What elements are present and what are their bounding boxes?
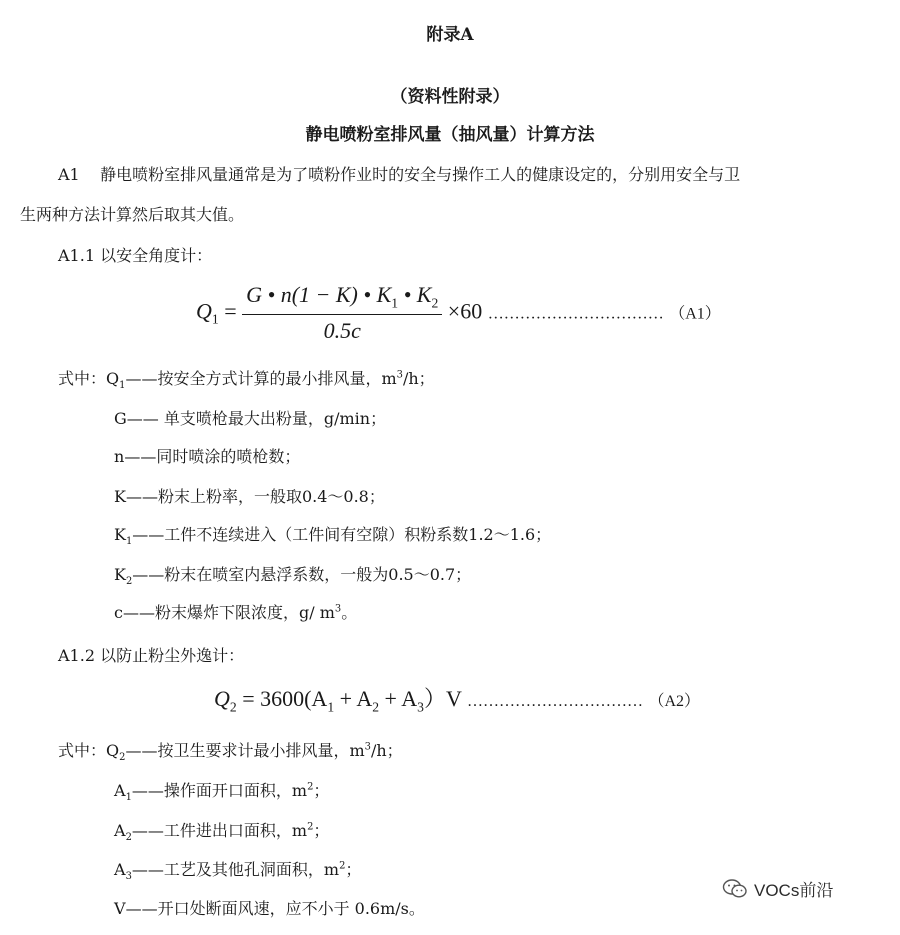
watermark	[722, 876, 833, 901]
formula-a1-label: （A1）	[669, 305, 721, 323]
def-a2: $A_2——$工件进出口面积，$m^2$；	[114, 821, 330, 844]
a1-number: A1	[58, 165, 80, 184]
document-title: 静电喷粉室排风量（抽风量）计算方法	[305, 125, 595, 145]
def-k2: $K_2——$粉末在喷室内悬浮系数，一般为0.5～0.7；	[114, 565, 472, 588]
a1-line2: 生两种方法计算然后取其大值。	[20, 205, 245, 224]
formula-a2-dots: ……………………………	[466, 693, 643, 710]
wechat-icon	[722, 878, 748, 900]
formula-a1-lhs-sub: 1	[211, 311, 219, 327]
def-k1: $K_1——$工件不连续进入（工件间有空隙）积粉系数1.2～1.6；	[114, 525, 552, 548]
a12-heading: A1.2 以防止粉尘外逸计：	[58, 646, 245, 665]
def-k: K——粉末上粉率，一般取0.4～0.8；	[114, 487, 385, 506]
formula-a1-lhs: Q	[196, 298, 212, 324]
def-v: V——开口处断面风速，应不小于 0.6m/s。	[114, 899, 425, 918]
appendix-heading: 附录A	[426, 25, 474, 45]
formula-a2-label: （A2）	[648, 693, 701, 710]
formula-a1-mult: ×60	[447, 298, 483, 324]
def-q2: 式中：$Q_2——$按卫生要求计最小排风量，$m^3/h$；	[58, 741, 403, 764]
formula-a1-dots: ……………………………	[487, 305, 664, 323]
def-q1: 式中：$Q_1——$按安全方式计算的最小排风量，$m^3/h$；	[58, 369, 435, 392]
def-g: G—— 单支喷枪最大出粉量，g/min；	[114, 409, 387, 428]
def-n: n——同时喷涂的喷枪数；	[114, 447, 301, 466]
def-c: c——粉末爆炸下限浓度，g/ $m^3$。	[114, 603, 358, 622]
a11-heading: A1.1 以安全角度计：	[58, 246, 213, 265]
def-a3: $A_3——$工艺及其他孔洞面积，$m^2$；	[114, 860, 362, 883]
a1-paragraph	[58, 162, 740, 185]
formula-a2: $Q_2 = 3600(A_1 + A_2 + A_3)V$ …………………………… （A2）	[214, 686, 701, 715]
formula-a1: $Q_1$ = $\frac{G • n(1 - K) • K_1 • K_2}{0.5c}$ ×60 …………………………… （A1）	[196, 282, 721, 344]
def-a1: $A_1——$操作面开口面积，$m^2$；	[114, 781, 330, 804]
formula-a1-fraction	[242, 282, 442, 344]
a1-line1: 静电喷粉室排风量通常是为了喷粉作业时的安全与操作工人的健康设定的，分别用安全与卫	[100, 165, 741, 184]
formula-a1-denominator: 0.5c	[323, 318, 361, 344]
watermark-text: VOCs前沿	[754, 881, 834, 900]
appendix-type: （资料性附录）	[390, 87, 510, 107]
formula-a1-numerator: G • n(1 − K) • $K_1$ • $K_2$	[242, 282, 442, 315]
